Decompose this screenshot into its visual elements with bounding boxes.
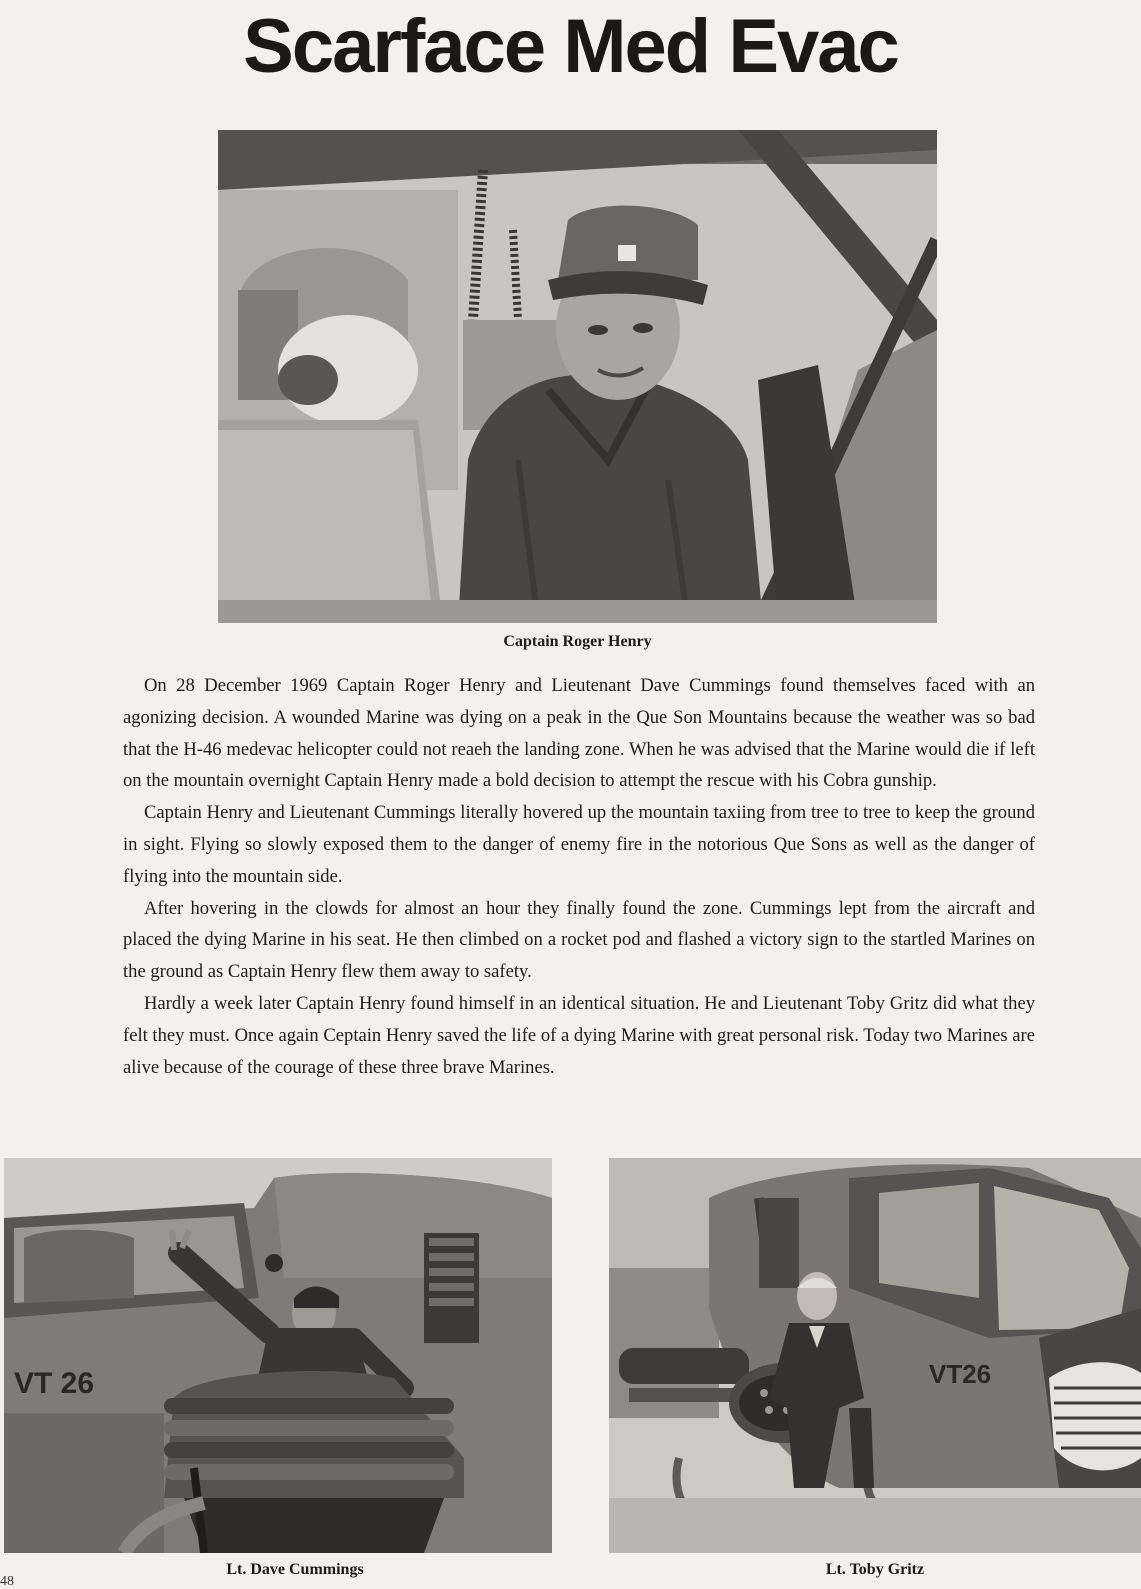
- article-paragraph-4: Hardly a week later Captain Henry found himself in an identical situation. He and Lieutenant Toby Gritz did what they felt they must. Once again Ceptain Henry saved the life of a dying Marine with great personal risk. Today two Marines are alive because of the courage of these three brave Marines.: [123, 992, 1035, 1078]
- photo-lt-toby-gritz: [609, 1158, 1141, 1553]
- photo-lt-dave-cummings-image: [4, 1158, 552, 1553]
- article-paragraph-3: After hovering in the clowds for almost an hour they finally found the zone. Cummings lept from the aircraft and placed the dying Marine in his seat. He then climbed on a rocket pod and flashed a victory sign to the startled Marines on the ground as Captain Henry flew them away to safety.: [123, 897, 1035, 983]
- caption-captain-roger-henry: Captain Roger Henry: [503, 633, 652, 650]
- caption-lt-dave-cummings: Lt. Dave Cummings: [226, 1561, 364, 1578]
- photo-captain-roger-henry: [218, 130, 937, 623]
- photo-lt-dave-cummings: [4, 1158, 552, 1553]
- aircraft-marking-gritz: VT26: [929, 1359, 992, 1389]
- aircraft-marking-cummings: VT 26: [14, 1367, 95, 1400]
- caption-lt-toby-gritz: Lt. Toby Gritz: [825, 1561, 925, 1578]
- article-paragraph-2: Captain Henry and Lieutenant Cummings literally hovered up the mountain taxiing from tree to tree to keep the ground in sight. Flying so slowly exposed them to the danger of enemy fire in the notorious Que Sons as well as the danger of flying into the mountain side.: [123, 802, 1035, 887]
- page-title: Scarface Med Evac: [243, 4, 898, 89]
- page-number: 48: [0, 1574, 14, 1589]
- photo-captain-roger-henry-image: [218, 130, 937, 623]
- photo-lt-toby-gritz-image: [609, 1158, 1141, 1553]
- article-body: [123, 670, 1035, 1083]
- article-paragraph-1: On 28 December 1969 Captain Roger Henry and Lieutenant Dave Cummings found themselves faced with an agonizing decision. A wounded Marine was dying on a peak in the Que Son Mountains because the weather was so bad that the H-46 medevac helicopter could not reaeh the landing zone. When he was advised that the Marine would die if left on the mountain overnight Captain Henry made a bold decision to attempt the rescue with his Cobra gunship.: [123, 675, 1035, 792]
